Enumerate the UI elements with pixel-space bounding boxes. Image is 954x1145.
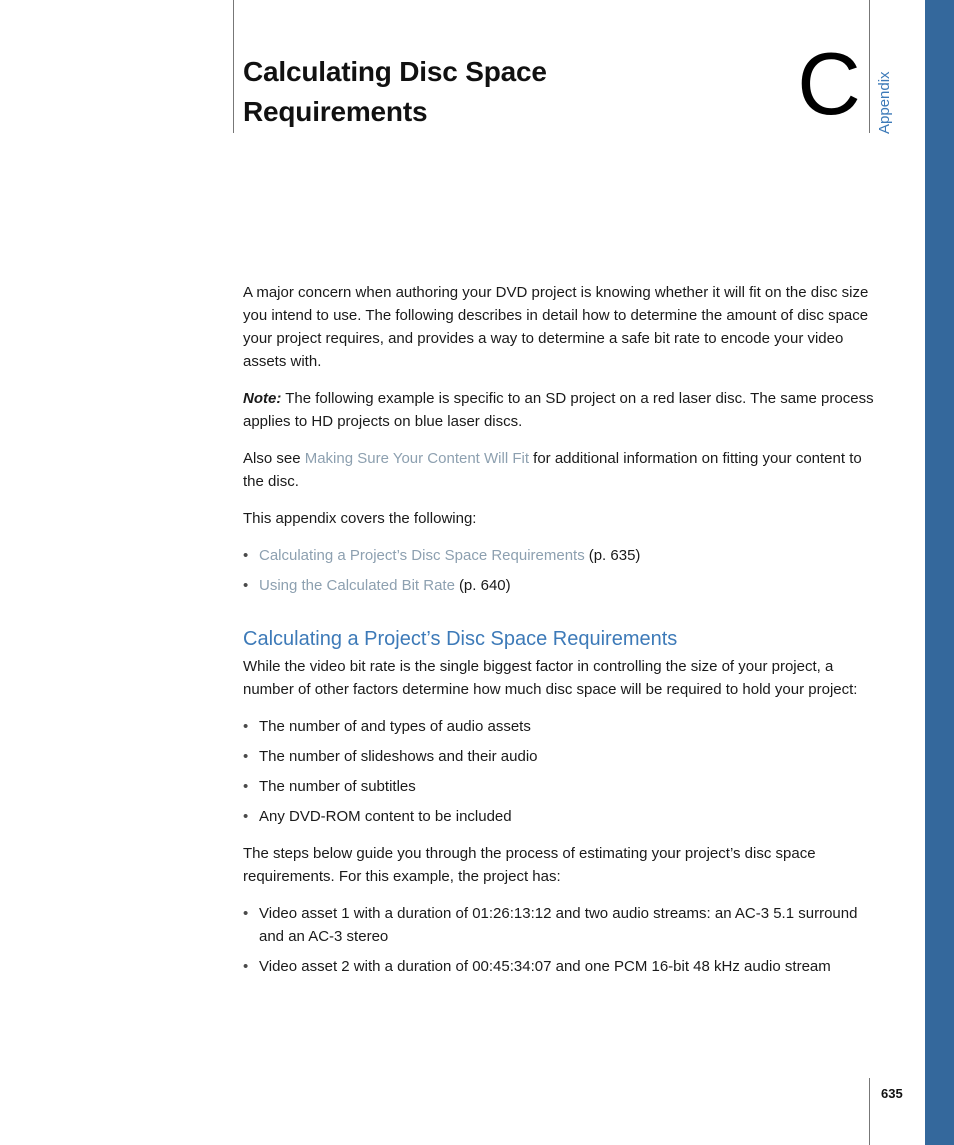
page-title <box>243 52 547 132</box>
title-left-rule <box>233 0 234 133</box>
also-see-prefix: Also see <box>243 450 301 467</box>
toc-item <box>243 574 877 597</box>
note-paragraph <box>243 387 877 433</box>
note-text: The following example is specific to an SD project on a red laser disc. The same process applies to HD projects on blue laser discs. <box>243 390 874 430</box>
bullet-icon: • <box>243 577 249 594</box>
toc-page-ref: (p. 635) <box>588 547 641 564</box>
appendix-divider-rule <box>869 0 870 133</box>
steps-paragraph: The steps below guide you through the process of estimating your project’s disc space requirements. For this example, the project has: <box>243 845 816 885</box>
sidebar-accent-bar <box>925 0 954 1145</box>
toc-list <box>243 544 877 597</box>
example-assets-list <box>243 902 877 978</box>
footer-rule <box>869 1078 870 1145</box>
page-title-line1: Calculating Disc Space <box>243 56 547 87</box>
section-heading: Calculating a Project’s Disc Space Requirements <box>243 628 678 650</box>
bullet-icon: • <box>243 905 249 922</box>
toc-item <box>243 544 877 567</box>
also-see-suffix: for additional information on fitting your content to the disc. <box>243 450 862 490</box>
also-see-paragraph <box>243 447 877 493</box>
list-item: • Video asset 2 with a duration of 00:45:34:07 and one PCM 16-bit 48 kHz audio stream <box>243 955 877 978</box>
note-label: Note: <box>243 390 282 407</box>
page-title-line2: Requirements <box>243 96 428 127</box>
bullet-icon: • <box>243 718 249 735</box>
bullet-icon: • <box>243 748 249 765</box>
bullet-icon: • <box>243 808 249 825</box>
toc-link-calculated-bit-rate[interactable]: Using the Calculated Bit Rate <box>259 577 455 594</box>
section-paragraph: While the video bit rate is the single biggest factor in controlling the size of your project, a number of other factors determine how much disc space will be required to hold your project: <box>243 658 858 698</box>
appendix-label: Appendix <box>876 71 893 134</box>
intro-paragraph: A major concern when authoring your DVD project is knowing whether it will fit on the disc size you intend to use. The following describes in detail how to determine the amount of disc space your project requires, and provides a way to determine a safe bit rate to encode your video assets with. <box>243 284 869 370</box>
bullet-icon: • <box>243 547 249 564</box>
list-item: • Any DVD-ROM content to be included <box>243 805 877 828</box>
appendix-letter: C <box>797 34 861 133</box>
list-item: • Video asset 1 with a duration of 01:26:13:12 and two audio streams: an AC-3 5.1 surround and an AC-3 stereo <box>243 902 877 948</box>
factors-list <box>243 715 877 828</box>
page-number: 635 <box>881 1086 903 1101</box>
bullet-icon: • <box>243 958 249 975</box>
bullet-icon: • <box>243 778 249 795</box>
toc-link-disc-space-requirements[interactable]: Calculating a Project’s Disc Space Requirements <box>259 547 585 564</box>
list-item: • The number of subtitles <box>243 775 877 798</box>
covers-paragraph: This appendix covers the following: <box>243 510 477 527</box>
list-item: • The number of and types of audio assets <box>243 715 877 738</box>
body-content <box>243 281 877 992</box>
list-item: • The number of slideshows and their audio <box>243 745 877 768</box>
link-making-sure-content-will-fit[interactable]: Making Sure Your Content Will Fit <box>304 450 529 467</box>
toc-page-ref: (p. 640) <box>458 577 511 594</box>
